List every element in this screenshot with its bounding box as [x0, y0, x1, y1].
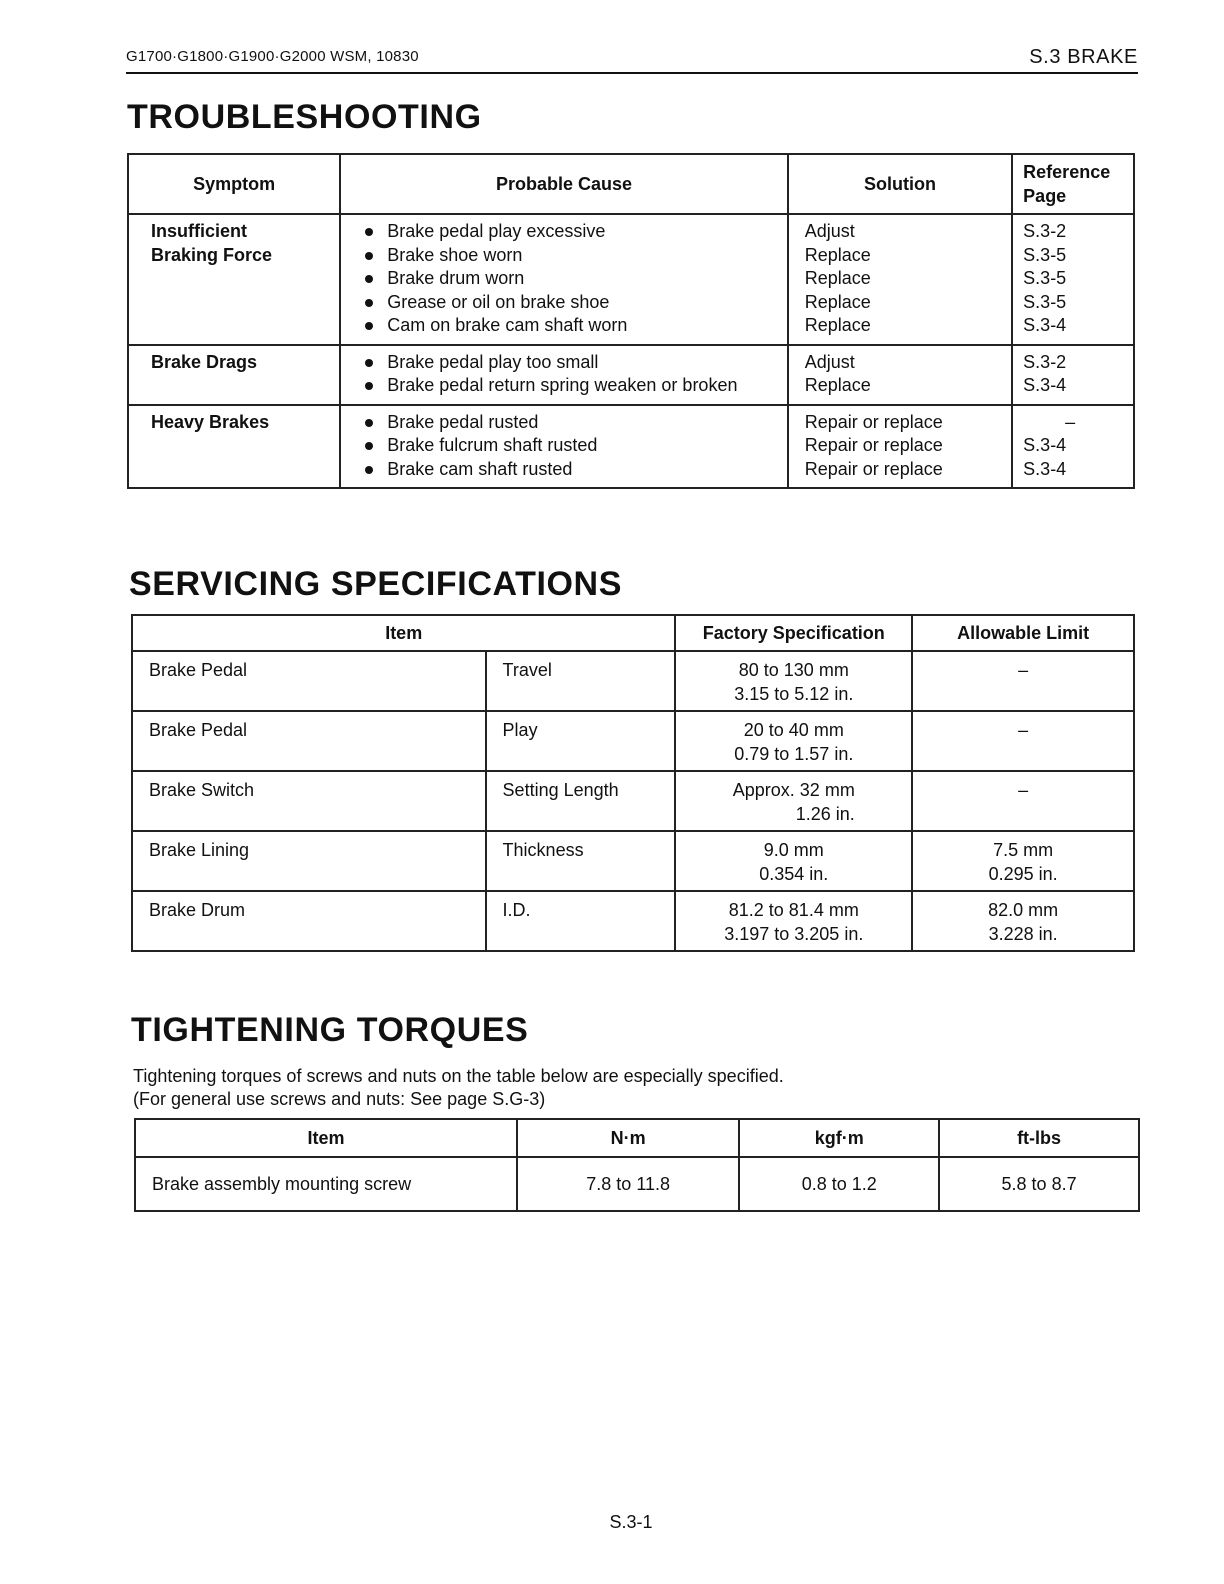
cause-list [361, 351, 786, 398]
factory-spec-cell [675, 711, 912, 771]
cause-item: Brake pedal play too small [361, 351, 786, 375]
cause-item: Grease or oil on brake shoe [361, 291, 786, 315]
allowable-limit-value: – [1018, 780, 1029, 800]
factory-spec-value: Approx. 32 mm [732, 780, 855, 800]
torques-note [133, 1065, 784, 1111]
cause-item: Brake cam shaft rusted [361, 458, 786, 482]
factory-spec-value: 81.2 to 81.4 mm [728, 900, 859, 920]
factory-spec-value: 0.79 to 1.57 in. [734, 744, 854, 764]
col-probable-cause: Probable Cause [340, 154, 787, 214]
factory-spec-cell [675, 831, 912, 891]
allowable-limit-cell [912, 771, 1134, 831]
col-allowable-limit: Allowable Limit [912, 615, 1134, 651]
torques-title: TIGHTENING TORQUES [131, 1011, 529, 1049]
reference-item: S.3-2 [1023, 351, 1067, 372]
solution-cell [788, 345, 1012, 405]
item-cell: Brake assembly mounting screw [135, 1157, 517, 1211]
item-cell: Brake Lining [132, 831, 486, 891]
table-row [132, 831, 1134, 891]
symptom-cell: Brake Drags [128, 345, 340, 405]
sub-item-cell: Play [486, 711, 676, 771]
header-section: S.3 BRAKE [1029, 46, 1138, 68]
table-row [132, 891, 1134, 951]
col-item: Item [132, 615, 675, 651]
solution-item: Repair or replace [804, 458, 943, 479]
table-row [132, 711, 1134, 771]
cause-cell [340, 345, 787, 405]
reference-item: S.3-2 [1023, 221, 1067, 241]
cause-item: Cam on brake cam shaft worn [361, 314, 786, 338]
sub-item-cell: Thickness [486, 831, 676, 891]
cause-item: Brake pedal rusted [361, 411, 786, 435]
item-cell: Brake Drum [132, 891, 486, 951]
troubleshooting-table [127, 153, 1135, 489]
factory-spec-value: 1.26 in. [795, 804, 855, 824]
cause-item: Brake pedal return spring weaken or broken [361, 374, 786, 398]
table-row [128, 214, 1134, 345]
solution-item: Replace [804, 375, 871, 395]
torques-note-line-1: Tightening torques of screws and nuts on the table below are especially specified. [133, 1066, 784, 1086]
col-kgfm: kgf·m [739, 1119, 939, 1157]
reference-item: – [1065, 411, 1076, 432]
col-nm: N·m [517, 1119, 739, 1157]
allowable-limit-value: – [1018, 720, 1029, 740]
solution-item: Repair or replace [804, 435, 943, 455]
header-models: G1700·G1800·G1900·G2000 WSM, 10830 [126, 48, 419, 65]
factory-spec-value: 20 to 40 mm [743, 720, 844, 740]
allowable-limit-value: 0.295 in. [988, 864, 1058, 884]
sub-item-cell: Travel [486, 651, 676, 711]
reference-item: S.3-5 [1023, 291, 1067, 312]
solution-cell [788, 214, 1012, 345]
factory-spec-value: 80 to 130 mm [738, 660, 849, 680]
factory-spec-cell [675, 891, 912, 951]
reference-item: S.3-5 [1023, 244, 1067, 265]
item-cell: Brake Pedal [132, 711, 486, 771]
table-header-row [135, 1119, 1139, 1157]
factory-spec-cell [675, 651, 912, 711]
reference-item: S.3-4 [1023, 375, 1067, 395]
kgfm-cell: 0.8 to 1.2 [739, 1157, 939, 1211]
allowable-limit-value: 3.228 in. [988, 924, 1058, 944]
cause-item: Brake pedal play excessive [361, 220, 786, 244]
sub-item-cell: I.D. [486, 891, 676, 951]
reference-item: S.3-4 [1023, 458, 1067, 479]
page-header [126, 46, 1138, 74]
reference-item: S.3-4 [1023, 435, 1067, 455]
reference-item: S.3-4 [1023, 315, 1067, 335]
table-row [132, 651, 1134, 711]
table-row [135, 1157, 1139, 1211]
table-row [132, 771, 1134, 831]
allowable-limit-value: – [1018, 660, 1029, 680]
solution-item: Replace [804, 268, 871, 288]
reference-cell [1012, 405, 1134, 489]
col-solution: Solution [788, 154, 1012, 214]
item-cell: Brake Pedal [132, 651, 486, 711]
symptom-cell: Heavy Brakes [128, 405, 340, 489]
solution-item: Repair or replace [804, 411, 943, 432]
cause-item: Brake shoe worn [361, 244, 786, 268]
reference-cell [1012, 214, 1134, 345]
page-number: S.3-1 [609, 1512, 653, 1532]
nm-cell: 7.8 to 11.8 [517, 1157, 739, 1211]
item-cell: Brake Switch [132, 771, 486, 831]
cause-item: Brake fulcrum shaft rusted [361, 434, 786, 458]
factory-spec-value: 3.197 to 3.205 in. [724, 924, 864, 944]
allowable-limit-value: 7.5 mm [993, 840, 1054, 860]
col-ftlbs: ft-lbs [939, 1119, 1139, 1157]
col-reference-page: Reference Page [1012, 154, 1134, 214]
cause-cell [340, 214, 787, 345]
solution-item: Adjust [804, 351, 855, 372]
allowable-limit-cell [912, 711, 1134, 771]
table-row [128, 405, 1134, 489]
symptom-cell: Insufficient Braking Force [128, 214, 340, 345]
allowable-limit-value: 82.0 mm [988, 900, 1059, 920]
torques-table [134, 1118, 1140, 1212]
factory-spec-value: 9.0 mm [763, 840, 824, 860]
solution-item: Adjust [804, 221, 855, 241]
factory-spec-block [733, 778, 855, 826]
table-row [128, 345, 1134, 405]
allowable-limit-cell [912, 651, 1134, 711]
allowable-limit-cell [912, 831, 1134, 891]
solution-cell [788, 405, 1012, 489]
servicing-title: SERVICING SPECIFICATIONS [129, 565, 622, 603]
solution-item: Replace [804, 244, 871, 265]
solution-item: Replace [804, 291, 871, 312]
cause-item: Brake drum worn [361, 267, 786, 291]
reference-item: S.3-5 [1023, 268, 1067, 288]
col-factory-spec: Factory Specification [675, 615, 912, 651]
factory-spec-value: 0.354 in. [759, 864, 829, 884]
col-item: Item [135, 1119, 517, 1157]
cause-list [361, 411, 786, 482]
factory-spec-cell [675, 771, 912, 831]
cause-cell [340, 405, 787, 489]
ftlbs-cell: 5.8 to 8.7 [939, 1157, 1139, 1211]
troubleshooting-title: TROUBLESHOOTING [127, 98, 482, 136]
table-header-row [132, 615, 1134, 651]
sub-item-cell: Setting Length [486, 771, 676, 831]
solution-item: Replace [804, 315, 871, 335]
col-symptom: Symptom [128, 154, 340, 214]
allowable-limit-cell [912, 891, 1134, 951]
torques-note-line-2: (For general use screws and nuts: See page S.G-3) [133, 1089, 546, 1109]
cause-list [361, 220, 786, 338]
servicing-table [131, 614, 1135, 952]
table-header-row [128, 154, 1134, 214]
reference-cell [1012, 345, 1134, 405]
factory-spec-value: 3.15 to 5.12 in. [734, 684, 854, 704]
